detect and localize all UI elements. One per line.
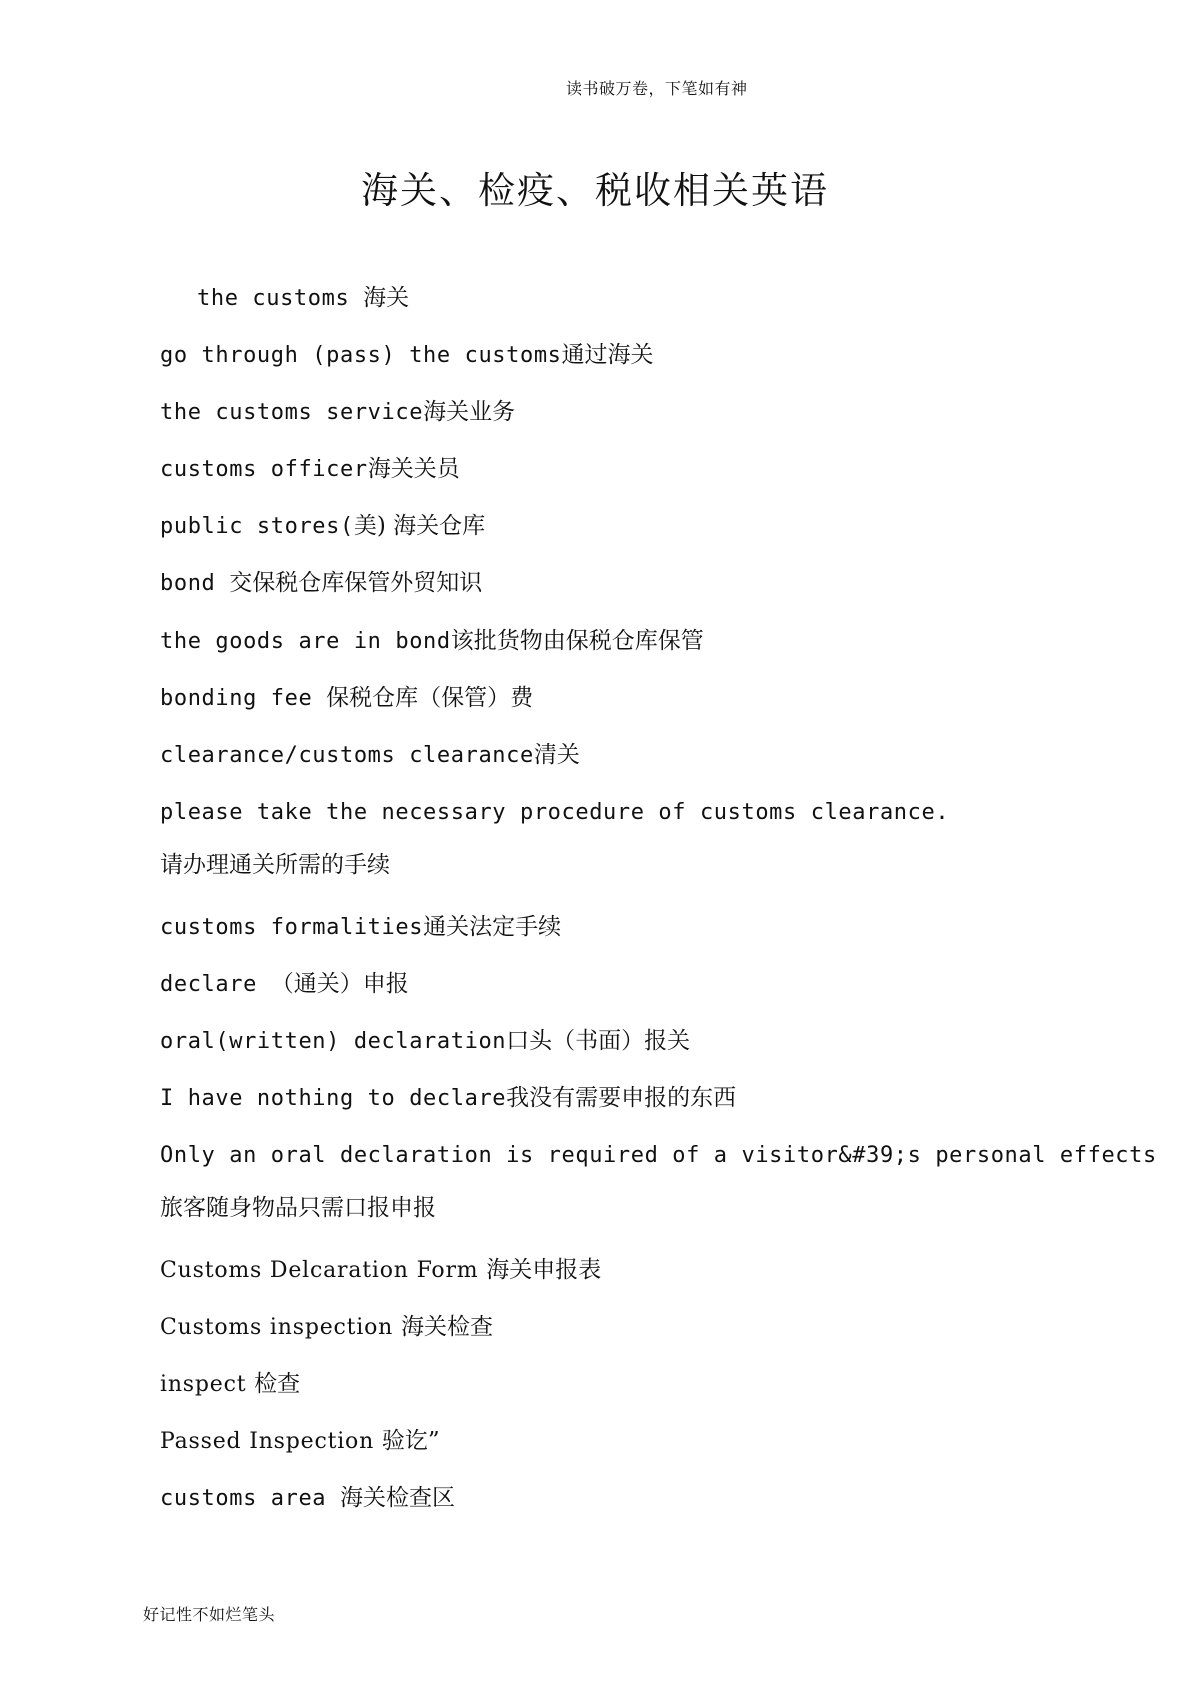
term-chinese: 验讫” [381,1428,440,1454]
footer-motto: 好记性不如烂笔头 [143,1605,276,1624]
term-chinese: 检查 [254,1371,301,1397]
term-chinese: 清关 [533,742,580,768]
term-chinese: 交保税仓库保管外贸知识 [229,570,483,596]
term-english: bonding fee [160,686,327,711]
term-english: Only an oral declaration is required of a visitor&#39;s personal effects [160,1143,1157,1168]
term-chinese: 我没有需要申报的东西 [506,1085,737,1111]
term-entry [160,454,460,485]
term-english: customs formalities [160,915,424,940]
term-entry [160,797,949,828]
term-entry [160,1026,690,1057]
term-entry [160,340,654,371]
term-chinese: 保税仓库（保管）费 [326,685,534,711]
term-entry [160,1193,436,1224]
term-entry [197,283,409,314]
term-chinese: 海关 [363,285,410,311]
term-entry [160,1426,440,1457]
header-motto: 读书破万卷，下笔如有神 [566,79,748,98]
term-english: the customs [197,286,364,311]
term-english: declare [160,972,271,997]
term-english: clearance/customs clearance [160,743,534,768]
term-english: Customs inspection [160,1315,401,1340]
term-chinese: （通关）申报 [270,971,409,997]
term-english: the customs service [160,400,424,425]
term-chinese: 口头（书面）报关 [506,1028,691,1054]
term-entry [160,568,482,599]
term-chinese: 海关业务 [423,399,516,425]
term-entry [160,683,533,714]
term-english: customs officer [160,457,368,482]
term-entry [160,1255,601,1286]
term-chinese: 通关法定手续 [423,914,562,940]
term-english: Passed Inspection [160,1429,382,1454]
term-chinese: 海关申报表 [486,1257,602,1283]
term-english: bond [160,571,230,596]
term-english: go through (pass) the customs [160,343,562,368]
term-chinese: 海关检查区 [340,1485,455,1511]
page-title: 海关、检疫、税收相关英语 [361,169,829,212]
term-chinese: 通过海关 [561,342,654,368]
term-english: public stores( [160,514,354,539]
term-entry [160,1140,1157,1171]
term-entry [160,511,485,542]
term-chinese: 海关关员 [367,456,460,482]
term-entry [160,1312,493,1343]
term-entry [160,969,409,1000]
term-chinese: 海关检查 [400,1314,493,1340]
term-english: inspect [160,1372,255,1397]
term-entry [160,850,390,881]
term-english: customs area [160,1486,340,1511]
term-english: Customs Delcaration Form [160,1258,487,1283]
term-english: the goods are in bond [160,629,451,654]
term-chinese: 该批货物由保税仓库保管 [450,628,704,654]
term-entry [160,1083,736,1114]
term-entry [160,1369,300,1400]
term-chinese: 请办理通关所需的手续 [160,852,390,878]
term-entry [160,626,704,657]
term-chinese: 旅客随身物品只需口报申报 [160,1195,436,1221]
term-entry [160,740,580,771]
term-english: please take the necessary procedure of customs clearance. [160,800,950,825]
term-entry [160,1483,455,1514]
term-entry [160,397,515,428]
term-chinese: 美) 海关仓库 [353,513,486,539]
term-english: oral(written) declaration [160,1029,507,1054]
term-english: I have nothing to declare [160,1086,507,1111]
term-entry [160,912,561,943]
